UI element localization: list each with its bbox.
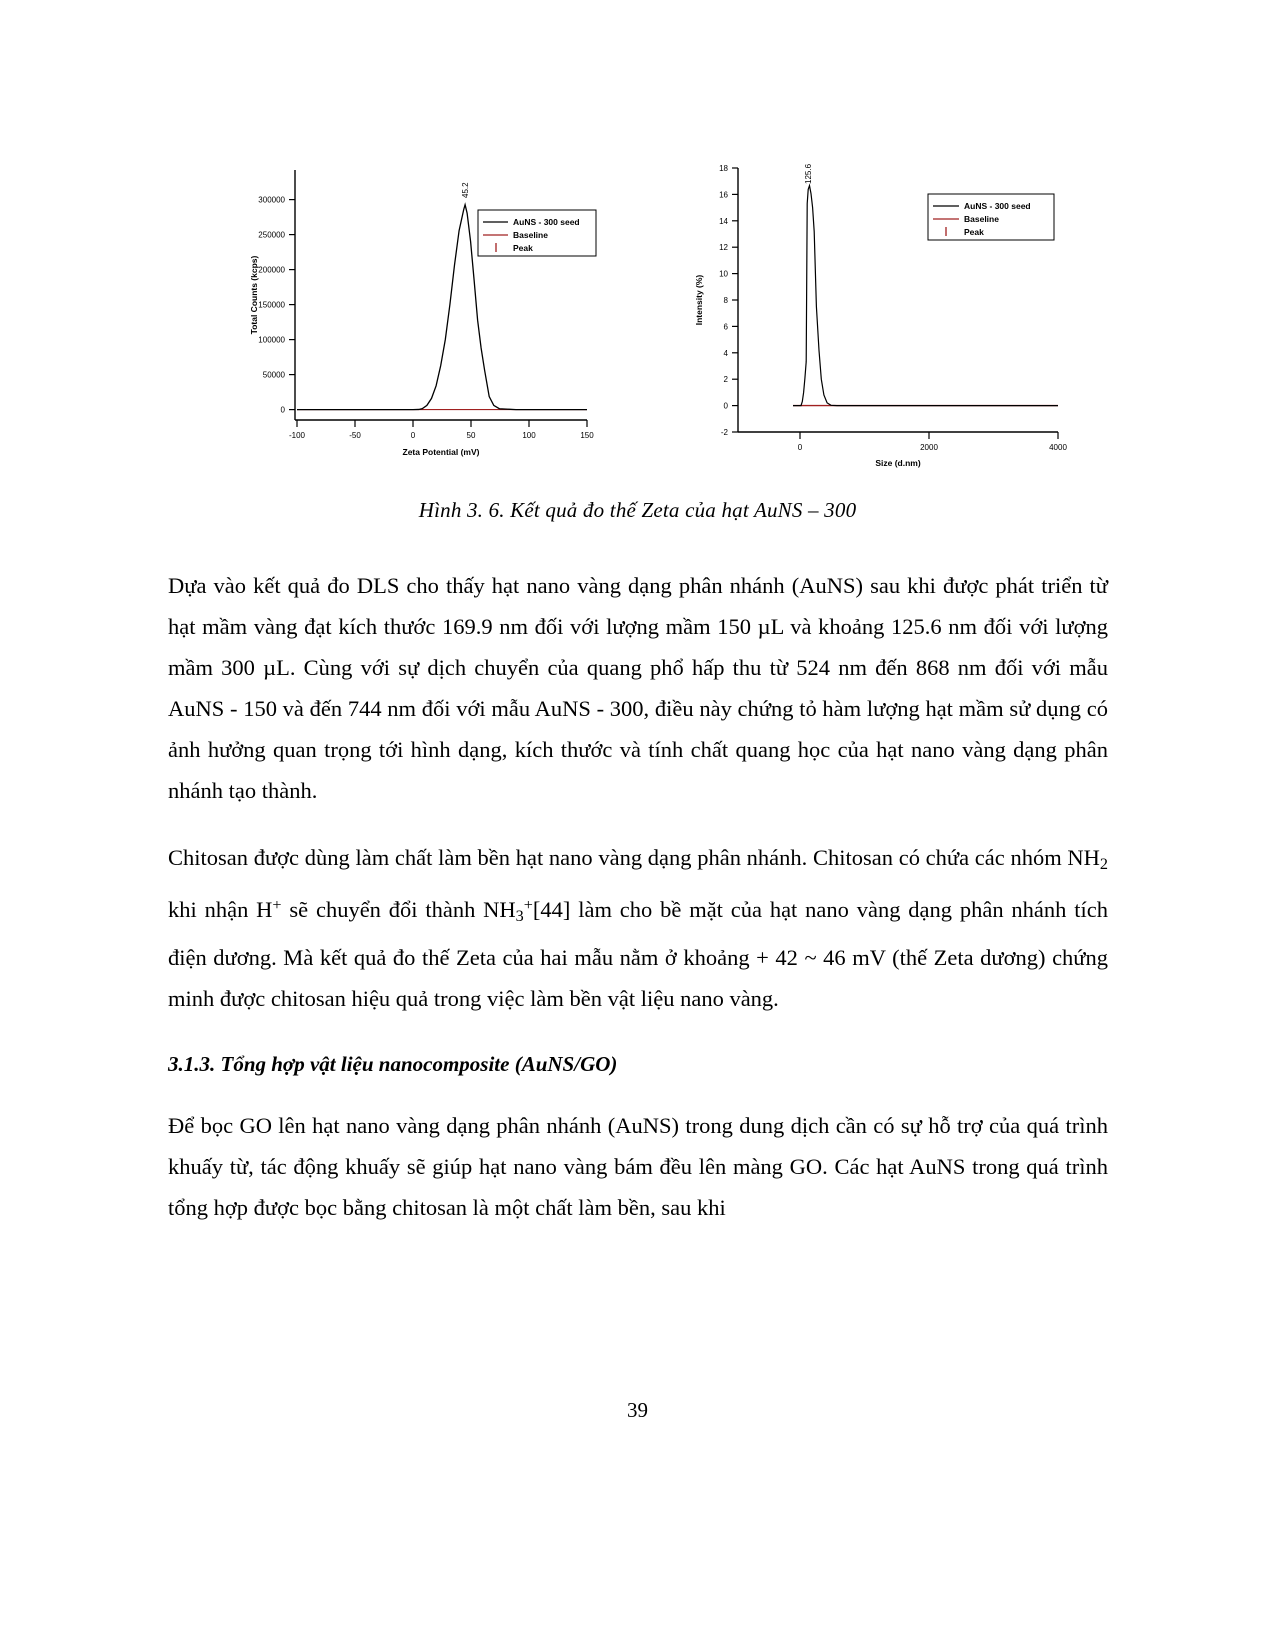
x-tick-0: 0 — [797, 443, 803, 452]
paragraph-1: Dựa vào kết quả đo DLS cho thấy hạt nano vàng dạng phân nhánh (AuNS) sau khi được phát triển từ hạt mầm vàng đạt kích thước 169.9 nm đối với lượng mầm 150 µL và khoảng 125.6 nm đối với lượng mầm 300 µL. Cùng với sự dịch chuyển của quang phổ hấp thu từ 524 nm đến 868 nm đối với mẫu AuNS - 150 và đến 744 nm đối với mẫu AuNS - 300, điều này chứng tỏ hàm lượng hạt mầm sử dụng có ảnh hưởng quan trọng tới hình dạng, kích thước và tính chất quang học của hạt nano vàng dạng phân nhánh tạo thành. — [168, 573, 1108, 803]
x-axis-title: Size (d.nm) — [875, 458, 921, 468]
y-tick-4: 200000 — [258, 265, 285, 275]
y-tick-2: 2 — [723, 375, 728, 385]
para2-sub-nh3: 3 — [515, 906, 524, 925]
para2-part-c: sẽ chuyển đổi thành NH — [281, 896, 516, 922]
y-axis-title: Intensity (%) — [694, 274, 704, 326]
legend-label-2: Peak — [513, 243, 533, 253]
y-axis-tick-labels — [258, 196, 285, 415]
para2-sup-nh3-plus: + — [523, 896, 533, 915]
y-tick-3: 150000 — [258, 300, 285, 310]
section-heading-3-1-3: 3.1.3. Tổng hợp vật liệu nanocomposite (AuNS/GO) — [168, 1051, 618, 1076]
legend-label-0: AuNS - 300 seed — [513, 217, 580, 227]
y-axis-tick-labels — [719, 164, 728, 437]
x-tick-1: -50 — [349, 431, 361, 440]
y-tick-8: 14 — [719, 216, 728, 226]
paragraph-2 — [168, 837, 1108, 1019]
size-distribution-chart — [680, 150, 1080, 480]
x-tick-3: 50 — [466, 431, 476, 440]
legend-label-1: Baseline — [964, 214, 999, 224]
x-tick-4: 100 — [522, 431, 536, 440]
para2-part-d: [44] làm cho bề mặt của hạt nano vàng dạng phân nhánh tích điện dương. Mà kết quả đo thế Zeta của hai mẫu nằm ở khoảng + 42 ~ 46 mV (thế Zeta dương) chứng minh được chitosan hiệu quả trong việc làm bền vật liệu nano vàng. — [168, 896, 1108, 1011]
y-tick-9: 16 — [719, 190, 728, 200]
x-tick-0: -100 — [288, 431, 306, 440]
page-number: 39 — [627, 1398, 648, 1422]
y-tick-2: 100000 — [258, 335, 285, 345]
x-tick-5: 150 — [580, 431, 594, 440]
x-tick-2: 0 — [410, 431, 416, 440]
y-tick-3: 4 — [723, 348, 728, 358]
y-tick-1: 0 — [723, 401, 728, 411]
peak-annotation: 125.6 — [804, 163, 813, 184]
zeta-potential-chart — [235, 150, 605, 480]
legend-label-2: Peak — [964, 227, 984, 237]
y-tick-0: 0 — [280, 405, 285, 415]
chart-legend — [928, 194, 1054, 240]
chart-axes — [289, 170, 587, 427]
peak-annotation: 45.2 — [461, 182, 470, 198]
x-tick-2: 4000 — [1049, 443, 1067, 452]
y-axis-title: Total Counts (kcps) — [249, 255, 259, 335]
y-tick-0: -2 — [720, 428, 728, 437]
para2-sub-nh2: 2 — [1099, 855, 1108, 874]
para2-part-a: Chitosan được dùng làm chất làm bền hạt nano vàng dạng phân nhánh. Chitosan có chứa các nhóm NH — [168, 845, 1100, 870]
x-axis-tick-labels — [798, 443, 1068, 452]
y-tick-5: 250000 — [258, 230, 285, 240]
x-axis-tick-labels — [289, 431, 594, 440]
y-tick-10: 18 — [719, 164, 728, 173]
y-tick-6: 300000 — [258, 195, 285, 205]
chart-legend — [478, 210, 596, 256]
x-tick-1: 2000 — [920, 443, 938, 452]
y-tick-4: 6 — [723, 322, 728, 332]
x-axis-title: Zeta Potential (mV) — [402, 447, 480, 457]
figure-caption: Hình 3. 6. Kết quả đo thế Zeta của hạt AuNS – 300 — [418, 498, 857, 522]
y-tick-5: 8 — [723, 296, 728, 305]
legend-label-1: Baseline — [513, 230, 548, 240]
body-content — [168, 565, 1108, 1228]
y-tick-7: 12 — [719, 243, 728, 253]
legend-label-0: AuNS - 300 seed — [964, 201, 1031, 211]
y-tick-6: 10 — [719, 269, 728, 279]
para2-part-b: khi nhận H — [168, 896, 273, 922]
para2-sup-h-plus: + — [272, 896, 282, 915]
figure-3-6 — [160, 150, 1115, 480]
y-tick-1: 50000 — [262, 370, 285, 380]
paragraph-3: Để bọc GO lên hạt nano vàng dạng phân nhánh (AuNS) trong dung dịch cần có sự hỗ trợ của quá trình khuấy từ, tác động khuấy sẽ giúp hạt nano vàng bám đều lên màng GO. Các hạt AuNS trong quá trình tổng hợp được bọc bằng chitosan là một chất làm bền, sau khi — [168, 1112, 1108, 1220]
